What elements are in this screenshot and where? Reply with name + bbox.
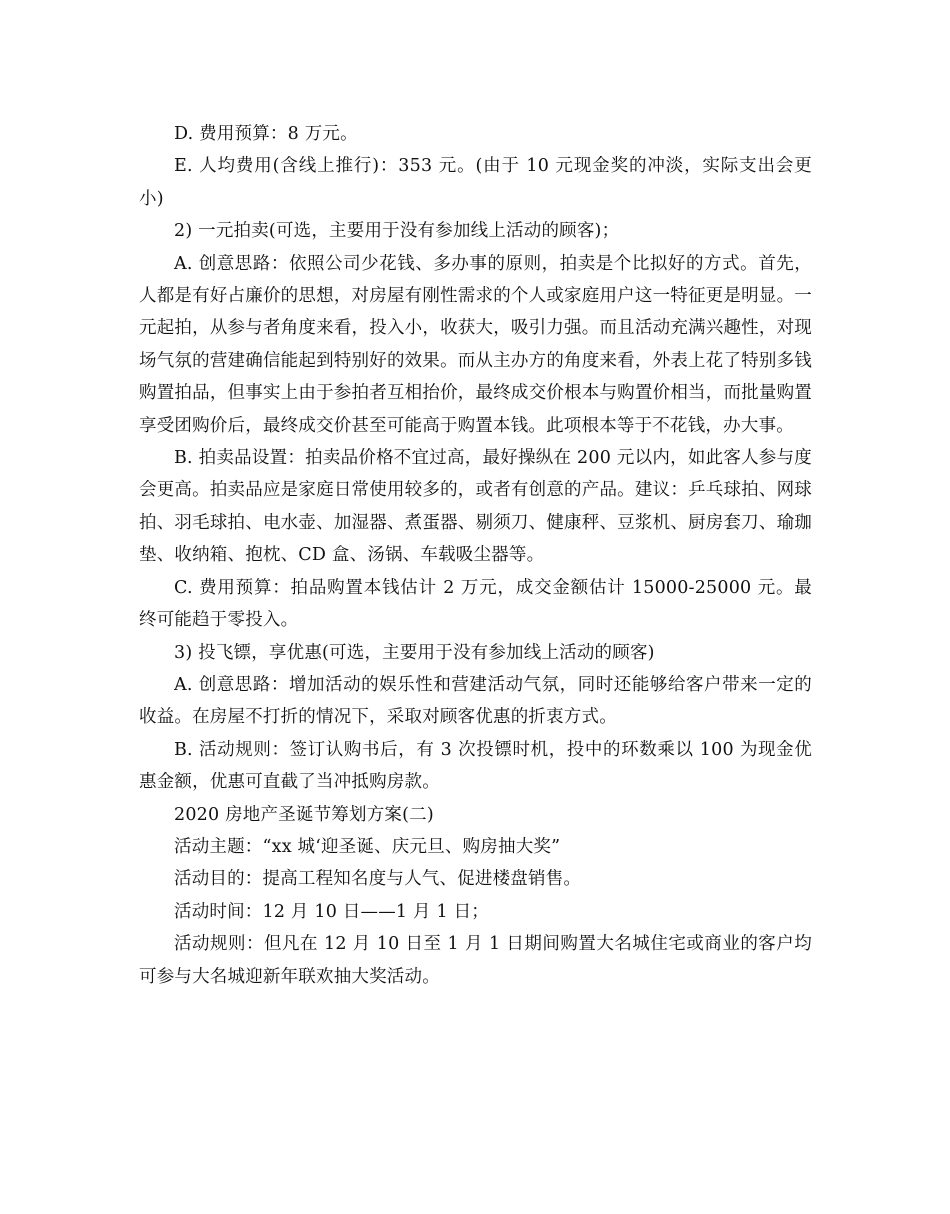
paragraph-auction-cost-budget: C. 费用预算：拍品购置本钱估计 2 万元，成交金额估计 15000-25000 元。最终可能趋于零投入。 xyxy=(139,577,812,631)
paragraph-auction-items: B. 拍卖品设置：拍卖品价格不宜过高，最好操纵在 200 元以内，如此客人参与度会更高。拍卖品应是家庭日常使用较多的，或者有创意的产品。建议：乒乓球拍、网球拍、羽毛球拍、电水壶、加湿器、煮蛋器、剔须刀、健康秤、豆浆机、厨房套刀、瑜珈垫、收纳箱、抱枕、CD 盒、汤锅、车载吸尘器等。 xyxy=(139,448,812,566)
paragraph-activity-theme: 活动主题：“xx 城‘迎圣诞、庆元旦、购房抽大奖” xyxy=(174,836,561,857)
paragraph-auction-creative-idea: A. 创意思路：依照公司少花钱、多办事的原则，拍卖是个比拟好的方式。首先，人都是有好占廉价的思想，对房屋有刚性需求的个人或家庭用户这一特征更是明显。一元起拍，从参与者角度来看，投入小，收获大，吸引力强。而且活动充满兴趣性，对现场气氛的营建确信能起到特别好的效果。而从主办方的角度来看，外表上花了特别多钱购置拍品，但事实上由于参拍者互相抬价，最终成交价根本与购置价相当，而批量购置享受团购价后，最终成交价甚至可能高于购置本钱。此项根本等于不花钱，办大事。 xyxy=(139,253,812,436)
paragraph-cost-budget-d: D. 费用预算：8 万元。 xyxy=(174,124,358,144)
paragraph-plan-two-title: 2020 房地产圣诞节筹划方案(二) xyxy=(174,804,434,825)
paragraph-per-capita-cost-e: E. 人均费用(含线上推行)：353 元。(由于 10 元现金奖的冲淡，实际支出会更小) xyxy=(139,156,812,209)
paragraph-darts-heading: 3) 投飞镖，享优惠(可选，主要用于没有参加线上活动的顾客) xyxy=(174,642,655,663)
paragraph-activity-purpose: 活动目的：提高工程知名度与人气、促进楼盘销售。 xyxy=(174,869,582,890)
paragraph-activity-time: 活动时间：12 月 10 日——1 月 1 日； xyxy=(174,901,489,922)
paragraph-one-yuan-auction-heading: 2) 一元拍卖(可选，主要用于没有参加线上活动的顾客)； xyxy=(174,221,620,242)
paragraph-darts-rules: B. 活动规则：签订认购书后，有 3 次投镖时机，投中的环数乘以 100 为现金优惠金额，优惠可直截了当冲抵购房款。 xyxy=(139,739,812,793)
paragraph-darts-creative-idea: A. 创意思路：增加活动的娱乐性和营建活动气氛，同时还能够给客户带来一定的收益。在房屋不打折的情况下，采取对顾客优惠的折衷方式。 xyxy=(139,674,812,728)
paragraph-activity-rules: 活动规则：但凡在 12 月 10 日至 1 月 1 日期间购置大名城住宅或商业的客户均可参与大名城迎新年联欢抽大奖活动。 xyxy=(139,934,812,987)
document-body xyxy=(139,118,812,993)
